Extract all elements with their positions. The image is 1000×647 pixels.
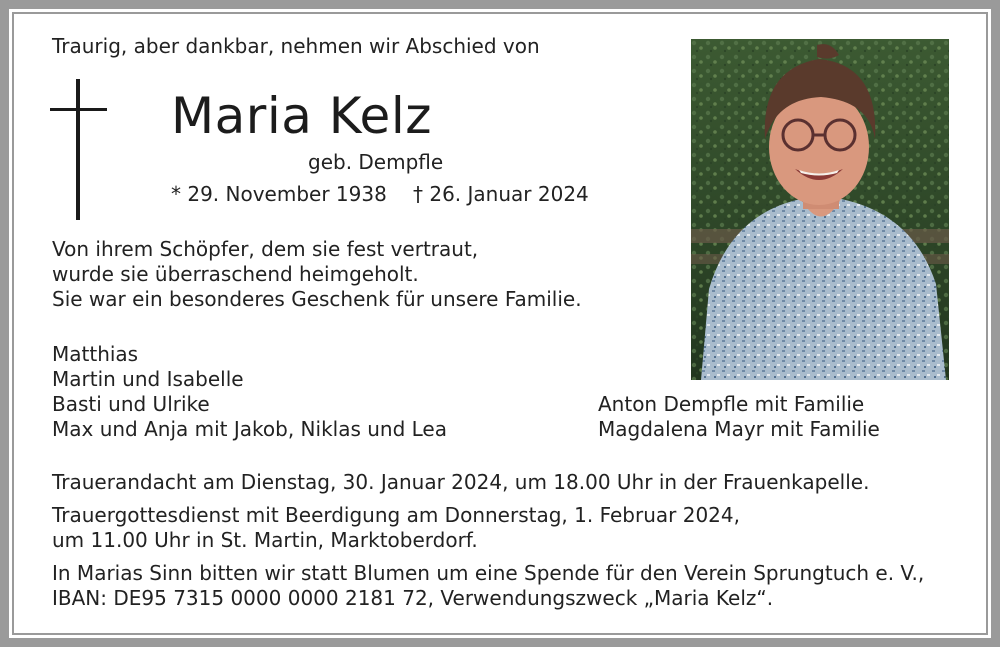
memorial-quote [52, 237, 582, 312]
cross-icon-bar [50, 108, 107, 111]
funeral-service-line: Trauergottesdienst mit Beerdigung am Donnerstag, 1. Februar 2024, [52, 503, 740, 527]
portrait-photo [691, 39, 949, 380]
quote-line: Von ihrem Schöpfer, dem sie fest vertraut, [52, 237, 479, 261]
quote-line: wurde sie überraschend heimgeholt. [52, 262, 419, 286]
deceased-name: Maria Kelz [171, 87, 432, 145]
mourner-entry: Max und Anja mit Jakob, Niklas und Lea [52, 417, 447, 441]
mourner-entry: Martin und Isabelle [52, 367, 244, 391]
maiden-name: geb. Dempfle [308, 150, 444, 174]
intro-text: Traurig, aber dankbar, nehmen wir Abschied von [52, 34, 540, 58]
donation-line: IBAN: DE95 7315 0000 0000 2181 72, Verwendungszweck „Maria Kelz“. [52, 586, 774, 610]
mourner-entry: Anton Dempfle mit Familie [598, 392, 865, 416]
donation-line: In Marias Sinn bitten wir statt Blumen um eine Spende für den Verein Sprungtuch e. V., [52, 561, 925, 585]
birth-date: * 29. November 1938 [171, 182, 387, 206]
mourners-family [52, 342, 447, 442]
mourners-relatives [598, 392, 880, 442]
funeral-details [52, 470, 924, 611]
funeral-service-line: um 11.00 Uhr in St. Martin, Marktoberdorf. [52, 528, 478, 552]
mourner-entry: Matthias [52, 342, 139, 366]
mourner-entry: Magdalena Mayr mit Familie [598, 417, 880, 441]
prayer-service-text: Trauerandacht am Dienstag, 30. Januar 2024, um 18.00 Uhr in der Frauenkapelle. [52, 470, 870, 494]
cross-icon [76, 79, 80, 220]
quote-line: Sie war ein besonderes Geschenk für unsere Familie. [52, 287, 582, 311]
mourner-entry: Basti und Ulrike [52, 392, 210, 416]
death-date: † 26. Januar 2024 [413, 182, 589, 206]
